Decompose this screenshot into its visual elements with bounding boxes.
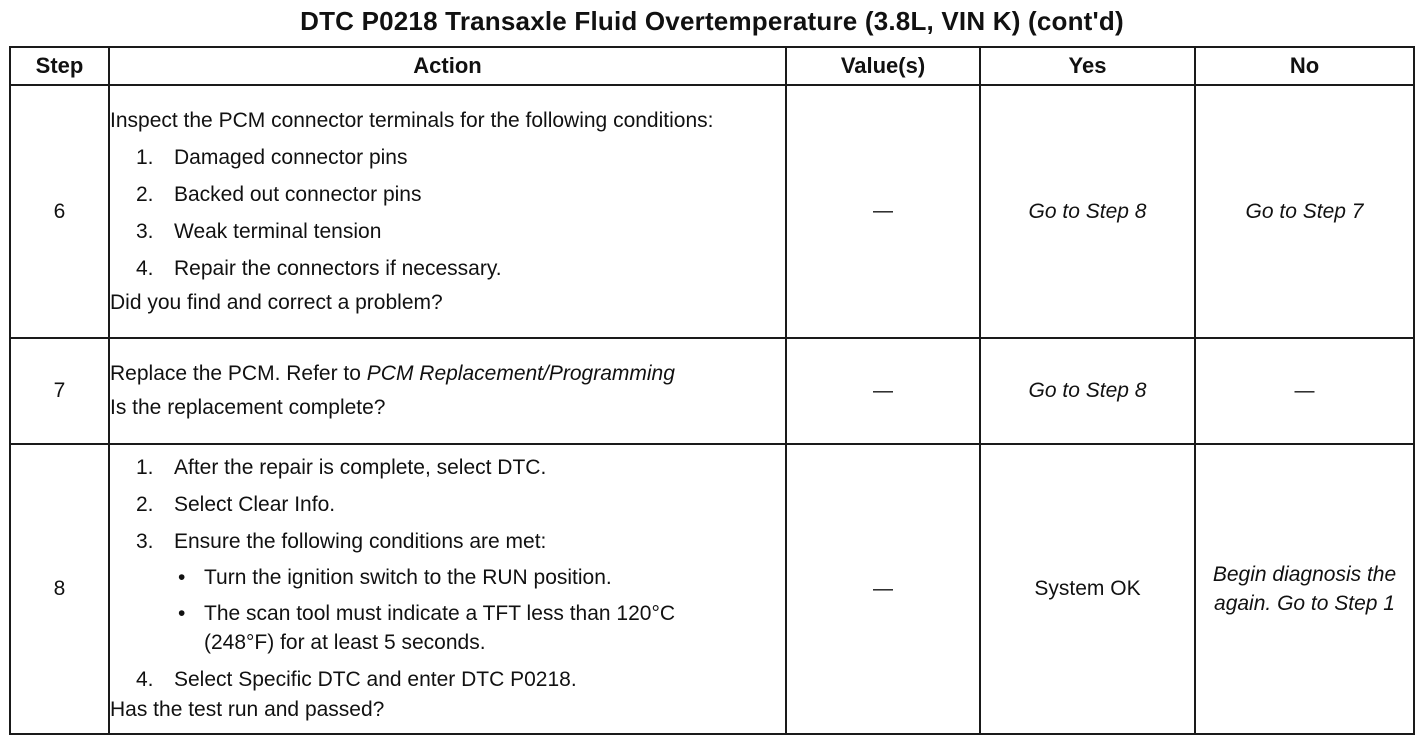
bullet-mark: •	[178, 566, 186, 589]
list-item	[110, 528, 785, 556]
action-cell	[109, 444, 786, 734]
value-cell: —	[786, 85, 980, 338]
list-text: After the repair is complete, select DTC.	[174, 456, 547, 479]
yes-result: System OK	[980, 444, 1195, 734]
step-number: 7	[10, 338, 109, 444]
page-title: DTC P0218 Transaxle Fluid Overtemperature (3.8L, VIN K) (cont'd)	[300, 6, 1124, 36]
bullet-text: Turn the ignition switch to the RUN position.	[204, 566, 612, 589]
list-text: Repair the connectors if necessary.	[174, 256, 502, 280]
action-intro-text: Replace the PCM. Refer to	[110, 362, 367, 385]
action-intro	[110, 360, 785, 388]
list-number: 2.	[136, 182, 154, 206]
table-row-step-8	[10, 444, 1414, 734]
list-text: Select Specific DTC and enter DTC P0218.	[174, 668, 577, 691]
list-number: 3.	[136, 530, 154, 553]
step-number: 6	[10, 85, 109, 338]
action-question: Did you find and correct a problem?	[110, 290, 443, 314]
list-number: 1.	[136, 145, 154, 169]
action-question: Is the replacement complete?	[110, 396, 386, 419]
bullet-text: The scan tool must indicate a TFT less than 120°C (248°F) for at least 5 seconds.	[204, 602, 676, 654]
reference-link[interactable]: PCM Replacement/Programming	[366, 362, 675, 385]
list-number: 3.	[136, 219, 154, 243]
list-text: Damaged connector pins	[174, 145, 408, 169]
header-yes: Yes	[980, 47, 1195, 85]
header-values: Value(s)	[786, 47, 980, 85]
yes-result: Go to Step 8	[980, 85, 1195, 338]
bullet-item	[110, 563, 785, 592]
step-number: 8	[10, 444, 109, 734]
action-intro: Inspect the PCM connector terminals for the following conditions:	[110, 108, 714, 132]
list-number: 4.	[136, 256, 154, 280]
header-no: No	[1195, 47, 1414, 85]
list-item	[110, 666, 785, 694]
list-text: Select Clear Info.	[174, 493, 336, 516]
bullet-mark: •	[178, 602, 186, 625]
list-item	[110, 144, 785, 172]
list-text: Weak terminal tension	[174, 219, 382, 243]
list-item	[110, 218, 785, 246]
table-row-step-7	[10, 338, 1414, 444]
table-header-row	[10, 47, 1414, 85]
header-action: Action	[109, 47, 786, 85]
no-result: Go to Step 7	[1195, 85, 1414, 338]
list-item	[110, 255, 785, 283]
value-cell: —	[786, 444, 980, 734]
yes-result: Go to Step 8	[980, 338, 1195, 444]
list-number: 2.	[136, 493, 154, 516]
list-item	[110, 181, 785, 209]
list-text: Ensure the following conditions are met:	[174, 530, 547, 553]
no-result: Begin diagnosis the again. Go to Step 1	[1195, 444, 1414, 734]
table-row-step-6	[10, 85, 1414, 338]
list-item	[110, 491, 785, 519]
header-step: Step	[10, 47, 109, 85]
bullet-item	[110, 599, 785, 657]
no-result: —	[1195, 338, 1414, 444]
value-cell: —	[786, 338, 980, 444]
list-item	[110, 454, 785, 482]
list-number: 1.	[136, 456, 154, 479]
list-text: Backed out connector pins	[174, 182, 422, 206]
action-cell	[109, 85, 786, 338]
action-cell	[109, 338, 786, 444]
action-question: Has the test run and passed?	[110, 698, 385, 721]
list-number: 4.	[136, 668, 154, 691]
diagnostic-table	[9, 46, 1415, 735]
